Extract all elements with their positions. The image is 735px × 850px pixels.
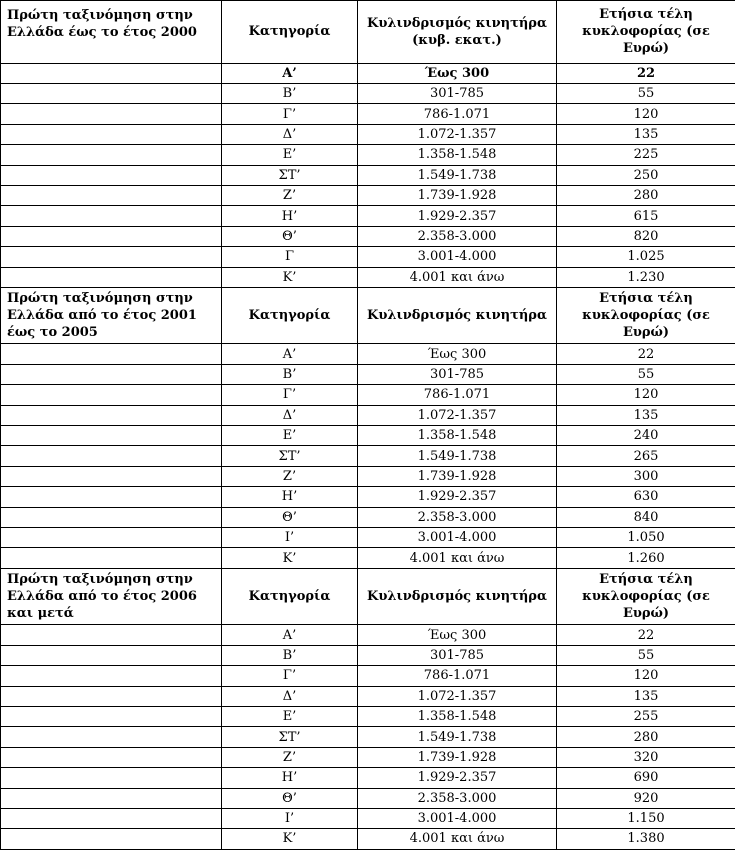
category-cell: Δ’ [222, 405, 358, 425]
annual-fee-cell: 280 [557, 185, 735, 205]
table-row [1, 625, 735, 645]
empty-cell [1, 267, 222, 287]
table-row [1, 727, 735, 747]
empty-cell [1, 63, 222, 83]
table-row [1, 385, 735, 405]
annual-fee-cell: 55 [557, 83, 735, 103]
empty-cell [1, 145, 222, 165]
table-row [1, 83, 735, 103]
engine-capacity-cell: 2.358-3.000 [358, 788, 557, 808]
annual-fee-cell: 1.150 [557, 808, 735, 828]
empty-cell [1, 706, 222, 726]
engine-capacity-cell: 786-1.071 [358, 104, 557, 124]
empty-cell [1, 768, 222, 788]
category-cell: Κ’ [222, 548, 358, 568]
annual-fee-cell: 1.260 [557, 548, 735, 568]
table-row [1, 487, 735, 507]
category-cell: ΣΤ’ [222, 165, 358, 185]
engine-capacity-cell: 786-1.071 [358, 385, 557, 405]
engine-capacity-cell: 1.358-1.548 [358, 145, 557, 165]
engine-capacity-cell: 4.001 και άνω [358, 829, 557, 849]
category-cell: Β’ [222, 645, 358, 665]
category-cell: Η’ [222, 487, 358, 507]
table-row [1, 165, 735, 185]
empty-cell [1, 829, 222, 849]
category-cell: Α’ [222, 344, 358, 364]
table-row [1, 426, 735, 446]
category-cell: Θ’ [222, 226, 358, 246]
empty-cell [1, 625, 222, 645]
annual-fee-cell: 120 [557, 666, 735, 686]
engine-capacity-cell: 1.358-1.548 [358, 426, 557, 446]
category-cell: Γ’ [222, 666, 358, 686]
category-cell: Ε’ [222, 706, 358, 726]
empty-cell [1, 226, 222, 246]
empty-cell [1, 507, 222, 527]
table-row [1, 344, 735, 364]
table-row [1, 768, 735, 788]
engine-capacity-cell: 1.549-1.738 [358, 165, 557, 185]
annual-fee-column-header: Ετήσια τέλη κυκλοφορίας (σε Ευρώ) [557, 568, 735, 625]
engine-capacity-cell: 1.072-1.357 [358, 686, 557, 706]
annual-fee-cell: 135 [557, 405, 735, 425]
annual-fee-cell: 22 [557, 344, 735, 364]
annual-fee-column-header: Ετήσια τέλη κυκλοφορίας (σε Ευρώ) [557, 287, 735, 344]
section-header-row [1, 287, 735, 344]
category-cell: Ι’ [222, 808, 358, 828]
category-cell: Α’ [222, 63, 358, 83]
empty-cell [1, 788, 222, 808]
table-row [1, 446, 735, 466]
section-header-row [1, 568, 735, 625]
engine-capacity-cell: 1.739-1.928 [358, 747, 557, 767]
empty-cell [1, 385, 222, 405]
annual-fee-cell: 255 [557, 706, 735, 726]
annual-fee-cell: 1.025 [557, 247, 735, 267]
table-row [1, 747, 735, 767]
engine-capacity-cell: 3.001-4.000 [358, 528, 557, 548]
empty-cell [1, 808, 222, 828]
engine-capacity-cell: Έως 300 [358, 63, 557, 83]
period-header: Πρώτη ταξινόμηση στην Ελλάδα έως το έτος 2000 [1, 1, 222, 64]
category-cell: Θ’ [222, 507, 358, 527]
annual-fee-cell: 22 [557, 63, 735, 83]
annual-fee-cell: 1.050 [557, 528, 735, 548]
engine-capacity-cell: 1.929-2.357 [358, 768, 557, 788]
table-row [1, 267, 735, 287]
engine-capacity-cell: 1.549-1.738 [358, 446, 557, 466]
annual-fee-cell: 55 [557, 364, 735, 384]
empty-cell [1, 247, 222, 267]
annual-fee-cell: 320 [557, 747, 735, 767]
category-cell: Κ’ [222, 829, 358, 849]
engine-capacity-cell: 3.001-4.000 [358, 808, 557, 828]
annual-fee-cell: 300 [557, 466, 735, 486]
empty-cell [1, 83, 222, 103]
annual-fee-cell: 265 [557, 446, 735, 466]
empty-cell [1, 405, 222, 425]
annual-fee-cell: 55 [557, 645, 735, 665]
engine-capacity-cell: Έως 300 [358, 344, 557, 364]
annual-fee-cell: 240 [557, 426, 735, 446]
empty-cell [1, 645, 222, 665]
empty-cell [1, 666, 222, 686]
annual-fee-cell: 615 [557, 206, 735, 226]
annual-fee-cell: 630 [557, 487, 735, 507]
empty-cell [1, 446, 222, 466]
annual-fee-cell: 690 [557, 768, 735, 788]
category-cell: Ε’ [222, 145, 358, 165]
category-cell: Β’ [222, 364, 358, 384]
category-cell: Β’ [222, 83, 358, 103]
category-column-header: Κατηγορία [222, 287, 358, 344]
engine-capacity-cell: 1.072-1.357 [358, 124, 557, 144]
table-row [1, 185, 735, 205]
category-cell: Γ’ [222, 104, 358, 124]
category-cell: Γ [222, 247, 358, 267]
engine-capacity-cell: 2.358-3.000 [358, 507, 557, 527]
engine-capacity-cell: 786-1.071 [358, 666, 557, 686]
table-row [1, 226, 735, 246]
annual-fee-cell: 22 [557, 625, 735, 645]
annual-fee-column-header: Ετήσια τέλη κυκλοφορίας (σε Ευρώ) [557, 1, 735, 64]
category-column-header: Κατηγορία [222, 568, 358, 625]
empty-cell [1, 124, 222, 144]
category-cell: Δ’ [222, 124, 358, 144]
empty-cell [1, 104, 222, 124]
empty-cell [1, 364, 222, 384]
empty-cell [1, 206, 222, 226]
category-cell: Ζ’ [222, 466, 358, 486]
empty-cell [1, 165, 222, 185]
annual-fee-cell: 840 [557, 507, 735, 527]
engine-capacity-cell: 4.001 και άνω [358, 267, 557, 287]
engine-capacity-column-header: Κυλινδρισμός κινητήρα [358, 568, 557, 625]
annual-fee-cell: 120 [557, 104, 735, 124]
engine-capacity-cell: Έως 300 [358, 625, 557, 645]
engine-capacity-cell: 1.358-1.548 [358, 706, 557, 726]
annual-fee-cell: 820 [557, 226, 735, 246]
table-row [1, 63, 735, 83]
engine-capacity-column-header: Κυλινδρισμός κινητήρα [358, 287, 557, 344]
annual-fee-cell: 280 [557, 727, 735, 747]
engine-capacity-cell: 3.001-4.000 [358, 247, 557, 267]
engine-capacity-cell: 2.358-3.000 [358, 226, 557, 246]
empty-cell [1, 426, 222, 446]
category-cell: Ε’ [222, 426, 358, 446]
category-column-header: Κατηγορία [222, 1, 358, 64]
empty-cell [1, 747, 222, 767]
empty-cell [1, 686, 222, 706]
category-cell: Η’ [222, 206, 358, 226]
table-row [1, 466, 735, 486]
engine-capacity-cell: 1.739-1.928 [358, 185, 557, 205]
category-cell: ΣΤ’ [222, 727, 358, 747]
engine-capacity-cell: 1.072-1.357 [358, 405, 557, 425]
empty-cell [1, 528, 222, 548]
table-row [1, 706, 735, 726]
empty-cell [1, 344, 222, 364]
engine-capacity-cell: 301-785 [358, 83, 557, 103]
table-row [1, 548, 735, 568]
category-cell: Δ’ [222, 686, 358, 706]
period-header: Πρώτη ταξινόμηση στην Ελλάδα από το έτος 2006 και μετά [1, 568, 222, 625]
engine-capacity-cell: 1.549-1.738 [358, 727, 557, 747]
engine-capacity-column-header: Κυλινδρισμός κινητήρα (κυβ. εκατ.) [358, 1, 557, 64]
table-row [1, 645, 735, 665]
empty-cell [1, 185, 222, 205]
table-row [1, 528, 735, 548]
annual-fee-cell: 135 [557, 124, 735, 144]
annual-fee-cell: 250 [557, 165, 735, 185]
table-row [1, 364, 735, 384]
category-cell: Γ’ [222, 385, 358, 405]
table-row [1, 247, 735, 267]
engine-capacity-cell: 1.929-2.357 [358, 206, 557, 226]
engine-capacity-cell: 1.739-1.928 [358, 466, 557, 486]
category-cell: Α’ [222, 625, 358, 645]
empty-cell [1, 466, 222, 486]
table-row [1, 124, 735, 144]
table-row [1, 405, 735, 425]
table-row [1, 686, 735, 706]
annual-fee-cell: 135 [557, 686, 735, 706]
annual-fee-cell: 920 [557, 788, 735, 808]
annual-fee-cell: 1.380 [557, 829, 735, 849]
table-row [1, 808, 735, 828]
annual-fee-cell: 225 [557, 145, 735, 165]
engine-capacity-cell: 1.929-2.357 [358, 487, 557, 507]
engine-capacity-cell: 4.001 και άνω [358, 548, 557, 568]
category-cell: Κ’ [222, 267, 358, 287]
engine-capacity-cell: 301-785 [358, 364, 557, 384]
table-row [1, 788, 735, 808]
table-row [1, 507, 735, 527]
category-cell: Η’ [222, 768, 358, 788]
empty-cell [1, 548, 222, 568]
engine-capacity-cell: 301-785 [358, 645, 557, 665]
table-row [1, 666, 735, 686]
category-cell: Ζ’ [222, 185, 358, 205]
annual-fee-cell: 120 [557, 385, 735, 405]
period-header: Πρώτη ταξινόμηση στην Ελλάδα από το έτος 2001 έως το 2005 [1, 287, 222, 344]
category-cell: ΣΤ’ [222, 446, 358, 466]
section-header-row [1, 1, 735, 64]
table-row [1, 829, 735, 849]
annual-fee-cell: 1.230 [557, 267, 735, 287]
category-cell: Ι’ [222, 528, 358, 548]
category-cell: Θ’ [222, 788, 358, 808]
empty-cell [1, 727, 222, 747]
empty-cell [1, 487, 222, 507]
table-row [1, 104, 735, 124]
category-cell: Ζ’ [222, 747, 358, 767]
table-row [1, 145, 735, 165]
table-row [1, 206, 735, 226]
